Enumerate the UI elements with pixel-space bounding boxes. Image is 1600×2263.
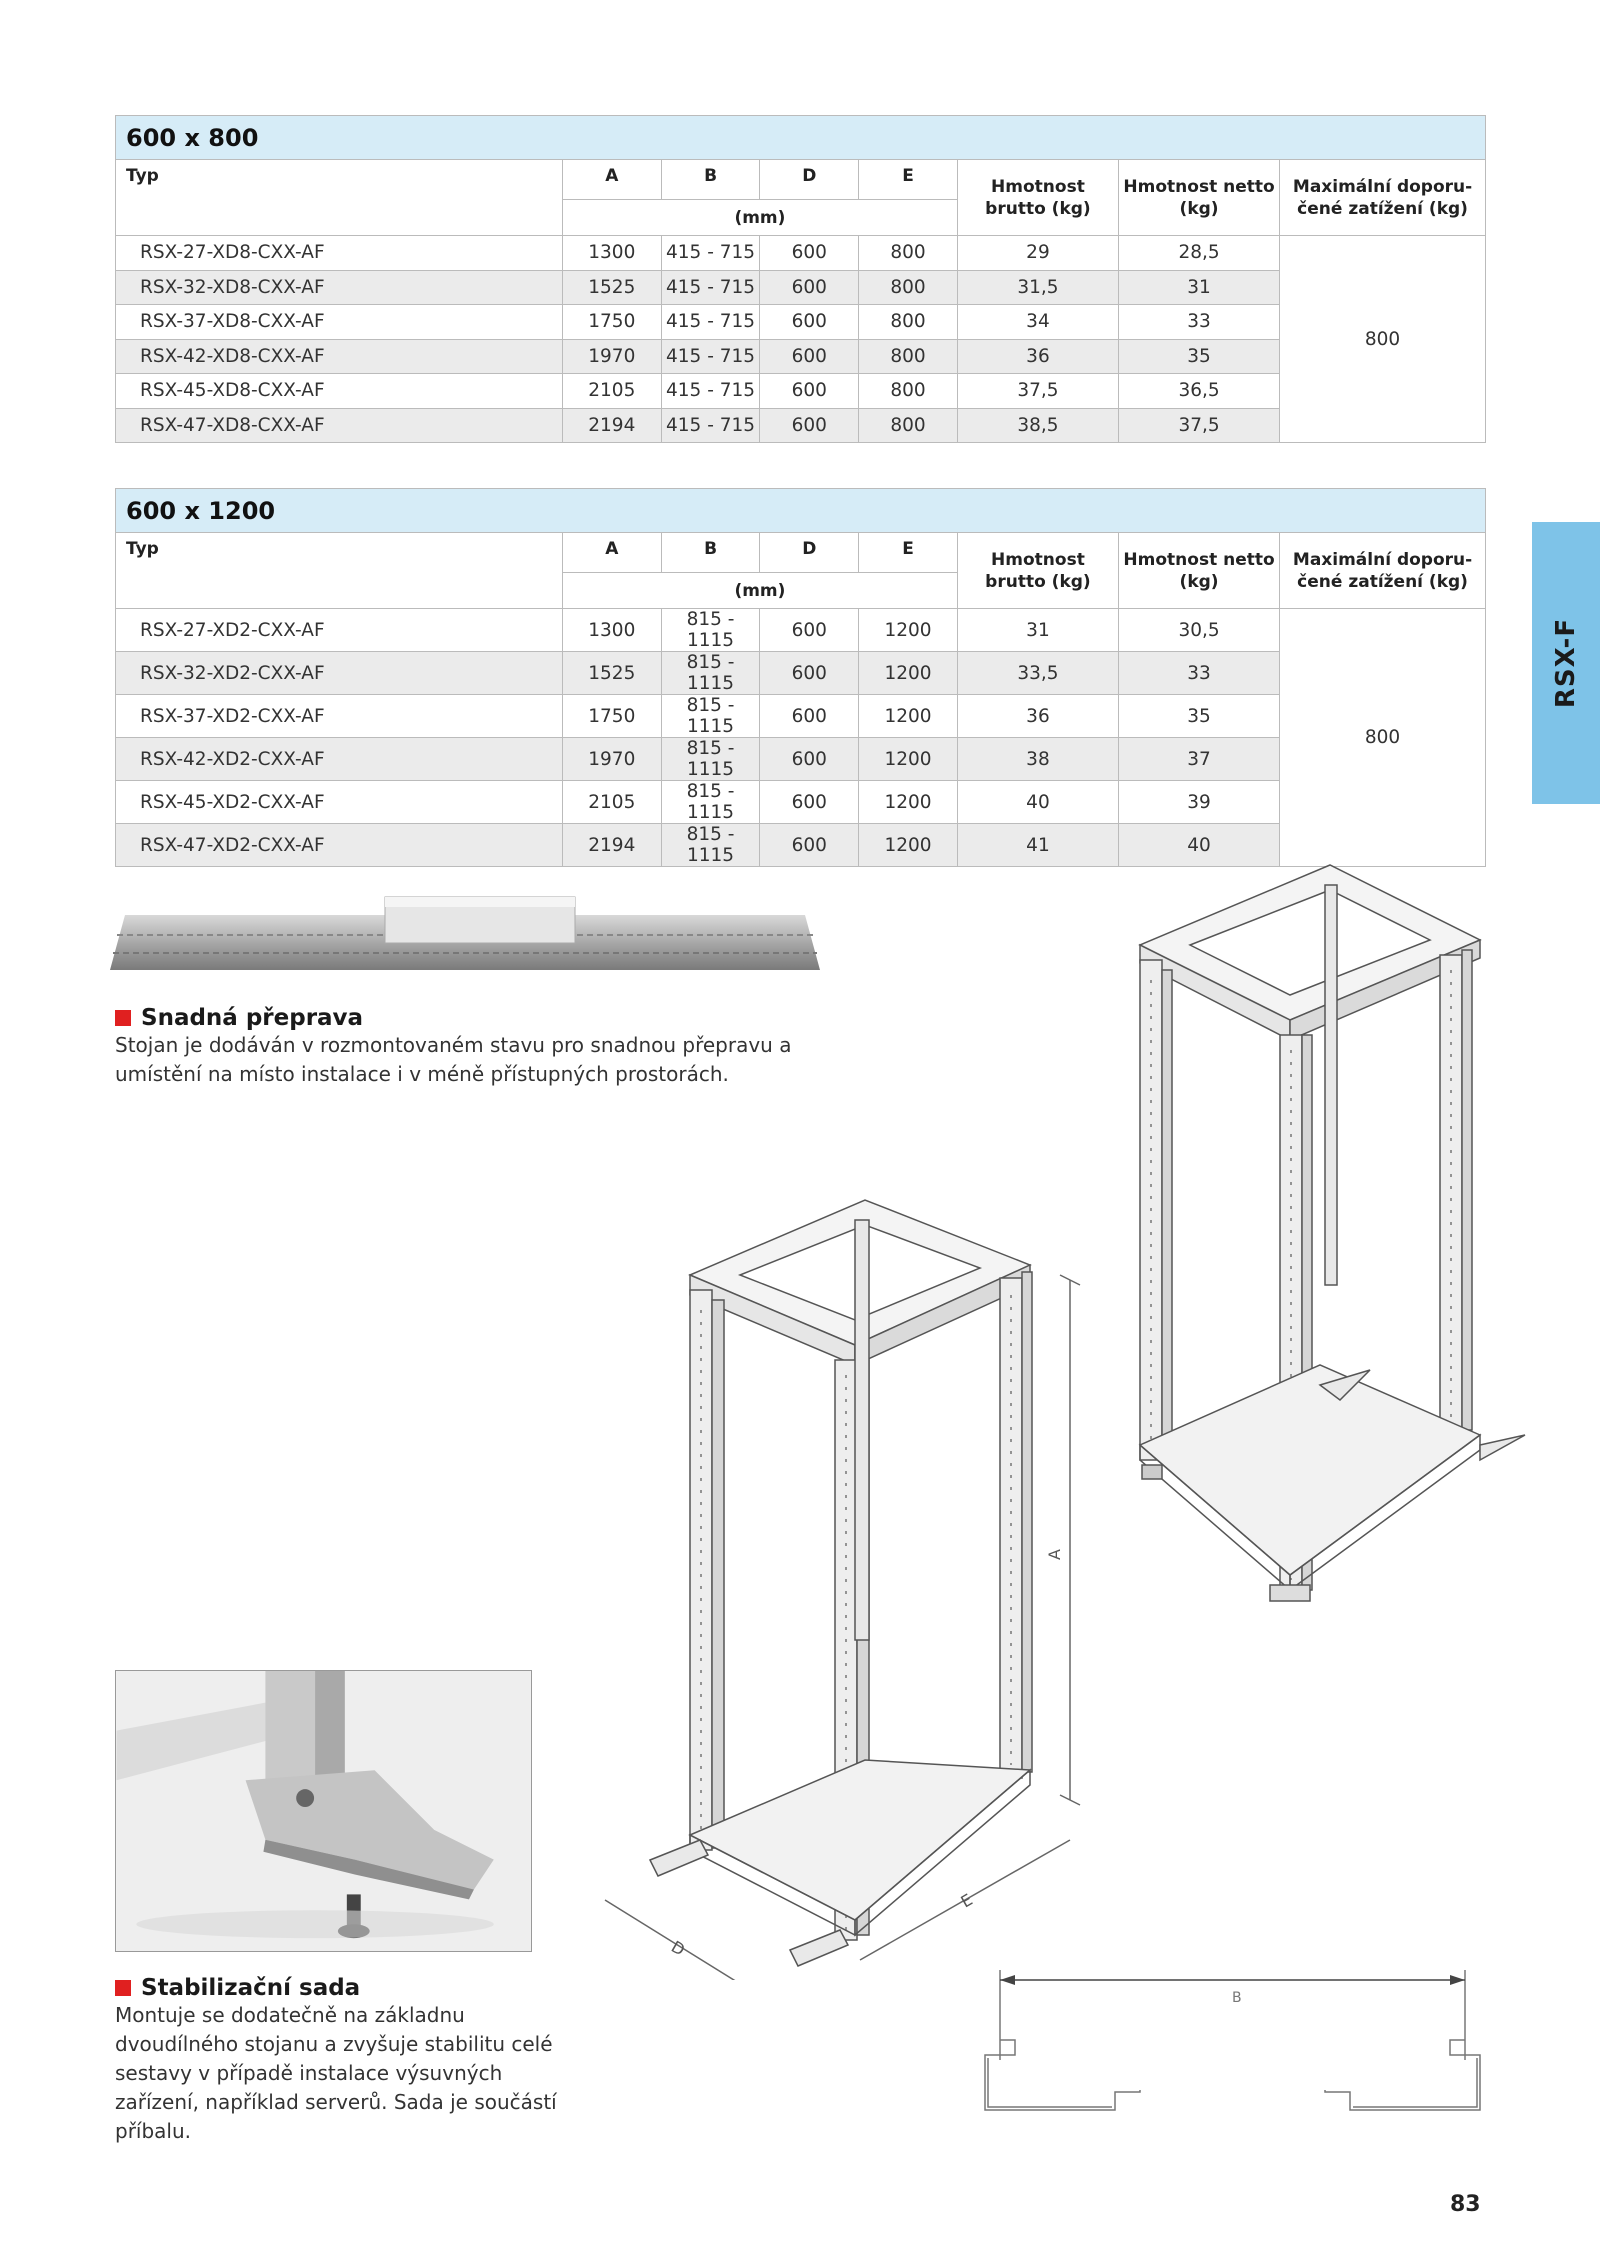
cell-brutto: 31,5 [957,270,1118,305]
section-text-transport: Stojan je dodáván v rozmontovaném stavu pro snadnou přepravu a umístění na místo instalace i v méně přístupných prostorách. [115,1033,792,1086]
col-header-b: B [661,160,760,200]
cell-a: 1970 [562,738,661,781]
cell-netto: 31 [1119,270,1280,305]
side-tab-label: RSX-F [1551,617,1582,709]
dim-label-e: E [957,1889,976,1912]
cell-b: 415 - 715 [661,374,760,409]
cell-brutto: 34 [957,305,1118,340]
cell-b: 415 - 715 [661,339,760,374]
cell-a: 1970 [562,339,661,374]
col-header-d: D [760,533,859,573]
col-header-netto: Hmotnost netto (kg) [1119,160,1280,236]
cell-a: 2194 [562,408,661,443]
dim-label-a: A [1045,1549,1064,1560]
col-header-netto: Hmotnost netto (kg) [1119,533,1280,609]
cell-d: 600 [760,408,859,443]
cell-b: 415 - 715 [661,236,760,271]
cell-netto: 30,5 [1119,609,1280,652]
cell-e: 1200 [859,609,958,652]
cell-e: 800 [859,408,958,443]
cell-typ: RSX-37-XD8-CXX-AF [116,305,563,340]
cell-b: 415 - 715 [661,305,760,340]
cell-netto: 35 [1119,339,1280,374]
dim-label-d: D [668,1937,689,1960]
cell-brutto: 41 [957,824,1118,867]
cell-a: 1300 [562,236,661,271]
cell-d: 600 [760,652,859,695]
col-header-b: B [661,533,760,573]
cell-a: 1525 [562,270,661,305]
section-heading-stabilization [115,1975,360,2001]
cell-netto: 28,5 [1119,236,1280,271]
cell-e: 1200 [859,738,958,781]
cell-a: 2105 [562,781,661,824]
table-title: 600 x 800 [116,116,1486,160]
packed-rails-image [105,895,825,985]
cell-brutto: 31 [957,609,1118,652]
stabilizer-photo [115,1670,532,1952]
page-number: 83 [1450,2192,1481,2217]
cell-b: 815 - 1115 [661,695,760,738]
cell-d: 600 [760,305,859,340]
col-header-max-load: Maximální doporu-čené zatížení (kg) [1280,160,1486,236]
col-header-a: A [562,533,661,573]
cell-typ: RSX-37-XD2-CXX-AF [116,695,563,738]
cell-e: 800 [859,270,958,305]
cell-e: 800 [859,374,958,409]
spec-table-600x800 [115,115,1486,443]
cell-e: 800 [859,236,958,271]
table-body [116,236,1486,443]
cell-e: 1200 [859,695,958,738]
col-header-brutto: Hmotnost brutto (kg) [957,533,1118,609]
col-header-max-load: Maximální doporu-čené zatížení (kg) [1280,533,1486,609]
cell-max-load: 800 [1280,609,1486,867]
cell-brutto: 33,5 [957,652,1118,695]
cell-a: 2105 [562,374,661,409]
spec-table-600x1200 [115,488,1486,867]
cell-a: 1525 [562,652,661,695]
rack-dimension-drawing [590,1160,1110,1980]
cell-brutto: 40 [957,781,1118,824]
cell-netto: 36,5 [1119,374,1280,409]
col-header-d: D [760,160,859,200]
col-header-a: A [562,160,661,200]
cell-typ: RSX-32-XD2-CXX-AF [116,652,563,695]
table-body [116,609,1486,867]
cell-netto: 33 [1119,652,1280,695]
cell-netto: 37 [1119,738,1280,781]
cell-typ: RSX-45-XD2-CXX-AF [116,781,563,824]
cell-brutto: 29 [957,236,1118,271]
cell-d: 600 [760,609,859,652]
cell-b: 415 - 715 [661,408,760,443]
rack-perspective-drawing [1120,845,1530,1625]
cell-b: 815 - 1115 [661,609,760,652]
section-heading-text: Snadná přeprava [141,1005,364,1031]
cell-brutto: 37,5 [957,374,1118,409]
red-square-icon [115,1010,131,1026]
cell-brutto: 38,5 [957,408,1118,443]
section-heading-transport [115,1005,363,1031]
cell-brutto: 38 [957,738,1118,781]
table-title: 600 x 1200 [116,489,1486,533]
col-header-typ: Typ [116,160,563,236]
table-row [116,609,1486,652]
cell-typ: RSX-42-XD8-CXX-AF [116,339,563,374]
cell-e: 1200 [859,824,958,867]
col-header-unit: (mm) [562,200,957,236]
cell-e: 1200 [859,652,958,695]
cell-d: 600 [760,781,859,824]
cell-e: 800 [859,339,958,374]
cell-netto: 37,5 [1119,408,1280,443]
cell-netto: 33 [1119,305,1280,340]
cell-d: 600 [760,339,859,374]
col-header-typ: Typ [116,533,563,609]
cell-d: 600 [760,270,859,305]
cell-a: 1300 [562,609,661,652]
cell-b: 815 - 1115 [661,652,760,695]
cell-typ: RSX-27-XD2-CXX-AF [116,609,563,652]
cell-d: 600 [760,236,859,271]
cell-typ: RSX-32-XD8-CXX-AF [116,270,563,305]
cell-typ: RSX-47-XD2-CXX-AF [116,824,563,867]
table-row [116,236,1486,271]
section-text-stabilization: Montuje se dodatečně na základnu dvoudílného stojanu a zvyšuje stabilitu celé sestavy v případě instalace výsuvných zařízení, například serverů. Sada je součástí příbalu. [115,2003,557,2143]
cell-typ: RSX-27-XD8-CXX-AF [116,236,563,271]
col-header-unit: (mm) [562,573,957,609]
cell-typ: RSX-45-XD8-CXX-AF [116,374,563,409]
cell-max-load: 800 [1280,236,1486,443]
cell-typ: RSX-47-XD8-CXX-AF [116,408,563,443]
cell-d: 600 [760,738,859,781]
cell-b: 815 - 1115 [661,738,760,781]
cell-a: 1750 [562,695,661,738]
cell-netto: 39 [1119,781,1280,824]
cell-b: 815 - 1115 [661,824,760,867]
cell-netto: 40 [1119,824,1280,867]
cell-d: 600 [760,374,859,409]
cell-brutto: 36 [957,339,1118,374]
col-header-e: E [859,160,958,200]
section-heading-text: Stabilizační sada [141,1975,361,2001]
col-header-brutto: Hmotnost brutto (kg) [957,160,1118,236]
cell-b: 415 - 715 [661,270,760,305]
cell-d: 600 [760,695,859,738]
cell-b: 815 - 1115 [661,781,760,824]
cell-d: 600 [760,824,859,867]
cell-netto: 35 [1119,695,1280,738]
rail-profile-drawing [975,1960,1495,2130]
col-header-e: E [859,533,958,573]
cell-brutto: 36 [957,695,1118,738]
cell-a: 2194 [562,824,661,867]
section-side-tab [1532,522,1600,804]
cell-e: 800 [859,305,958,340]
cell-a: 1750 [562,305,661,340]
cell-e: 1200 [859,781,958,824]
dim-label-b: B [1232,1990,1242,2006]
cell-typ: RSX-42-XD2-CXX-AF [116,738,563,781]
red-square-icon [115,1980,131,1996]
